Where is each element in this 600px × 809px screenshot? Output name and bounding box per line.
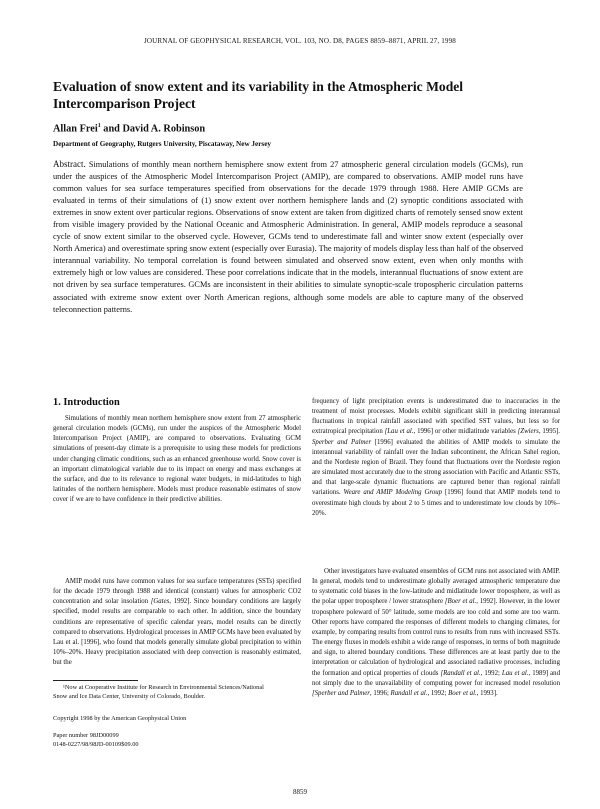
text-run: frequency of light precipitation events is underestimated due to inaccuracies in the treatment of moist processes. Models exhibit significant skill in predicting interannual fluctuations in tropical rainfall associated with specified SST values, but less so for extratropical precipitation (312, 398, 560, 436)
citation: [Gates (150, 598, 170, 606)
text-run: , 1992; (427, 689, 449, 697)
journal-header: JOURNAL OF GEOPHYSICAL RESEARCH, VOL. 103, NO. D8, PAGES 8859–8871, APRIL 27, 1998 (143, 37, 457, 45)
citation: Lau et al. (501, 669, 529, 677)
abstract (53, 158, 523, 316)
citation: Weare and AMIP Modeling Group (343, 489, 443, 497)
text-run: , 1989] and not simply due to the unavailability of computing power for increased model resolution (312, 669, 560, 687)
citation: Boer et al. (448, 689, 477, 697)
right-paragraph-1 (312, 397, 560, 519)
right-paragraph-2 (312, 567, 560, 699)
citation: [Lau et al. (384, 428, 414, 436)
affiliation: Department of Geography, Rutgers University, Piscataway, New Jersey (53, 140, 271, 148)
paper-number: Paper number 98JD00099 (53, 732, 119, 739)
intro-paragraph-1: Simulations of monthly mean northern hemisphere snow extent from 27 atmospheric general circulation models (GCMs), run under the auspices of the Atmospheric Model Intercomparison Project (AMIP), are compared to observations. Evaluating GCM simulations of present-day climate is a prerequisite to using these models for predictions under changing climatic conditions, such as an enhanced greenhouse world. Snow cover is an important climatological variable due to its impact on energy and mass exchanges at the surface, and due to its relevance to regional water budgets, in mid-latitudes to high latitudes of the northern hemisphere. Models must produce reasonable estimates of snow cover if we are to have confidence in their predictive abilities. (53, 415, 301, 504)
text-run: , 1996] or other midlatitude variables (413, 428, 518, 436)
text-run: , 1993]. (476, 689, 498, 697)
text-run: , 1992]. Since boundary conditions are largely specified, model results are comparable to each other. In addition, since the boundary conditions are representative of specific calendar years, model results can be directly compared to observations. Hydrological processes in AMIP GCMs have been evaluated by Lau et al. [1996], who found that models generally simulate global precipitation to within 10%–20%. Heavy precipitation associated with deep convection is reasonably estimated, but the (53, 598, 301, 667)
text-run: , 1995]. (538, 428, 560, 436)
text-run: , 1996; (369, 689, 391, 697)
footnote: ¹Now at Cooperative Institute for Research in Environmental Sciences/National Snow and Ice Data Center, University of Colorado, Boulder. (53, 684, 264, 700)
text-run: [1996] found that AMIP models tend to overestimate high clouds by about 2 to 5 times and to underestimate low clouds by 10%–20%. (312, 489, 560, 517)
paper-code: 0148-0227/98/98JD-00109$09.00 (53, 741, 139, 748)
footnote-rule (53, 680, 138, 681)
text-run: , 1992; (480, 669, 502, 677)
citation: Sperber and Palmer (312, 438, 372, 446)
text-run: [1996] evaluated the abilities of AMIP models to simulate the interannual variability of rainfall over the Indian subcontinent, the African Sahel region, and the Nordeste region of Brazil. They found that fluctuations over the Nordeste region are simulated most accurately due to the strong association with Pacific and Atlantic SSTs, and that large-scale dynamic fluctuations are captured better than regional rainfall variations. (312, 438, 561, 497)
text-run: , 1992]. However, in the lower troposphere poleward of 50° latitude, some models are too cold and some are too warm. Other reports have compared the responses of different models to changing climates, for example, by comparing results from control runs to results from runs with increased SSTs. The energy fluxes in models exhibit a wide range of responses, in terms of both magnitude and sign, to altered boundary conditions. These differences are at least partly due to the interpretation or calculation of hydrological and associated radiative processes, including the formation and optical properties of clouds (312, 598, 560, 677)
citation: [Randall et al. (440, 669, 481, 677)
paper-title: Evaluation of snow extent and its variability in the Atmospheric Model Intercomparison Project (53, 79, 464, 111)
intro-paragraph-2 (53, 577, 301, 668)
text-run: Other investigators have evaluated ensembles of GCM runs not associated with AMIP. In general, models tend to underestimate globally averaged atmospheric temperature due to systematic cold biases in the low-latitude and midlatitude lower troposphere, as well as the polar upper troposphere / lower stratosphere (312, 568, 560, 606)
page-number: 8859 (293, 788, 307, 796)
abstract-text: Simulations of monthly mean northern hemisphere snow extent from 27 atmospheric general circulation models (GCMs), run under the auspices of the Atmospheric Model Intercomparison Project (AMIP), are compared to observations. AMIP model runs have common values for sea surface temperatures specified from observations for the decade 1979 through 1988. Here AMIP GCMs are evaluated in terms of their simulations of (1) snow extent over northern hemisphere lands and (2) synoptic conditions associated with extremes in snow extent over particular regions. Observations of snow extent are taken from digitized charts of remotely sensed snow extent from visible imagery provided by the National Oceanic and Atmospheric Administration. In general, AMIP models reproduce a seasonal cycle of snow extent similar to the observed cycle. However, GCMs tend to underestimate fall and winter snow extent (especially over North America) and overestimate spring snow extent (especially over Eurasia). The majority of models display less than half of the observed interannual variability. No temporal correlation is found between simulated and observed snow extent, even when only months with extremely high or low values are considered. These poor correlations indicate that in the models, interannual fluctuations of snow extent are not driven by sea surface temperatures. GCMs are inconsistent in their abilities to simulate synoptic-scale tropospheric circulation patterns associated with extreme snow extent over North American regions, although some models are able to capture many of the observed teleconnection patterns. (53, 160, 523, 314)
section-heading-introduction: 1. Introduction (53, 397, 120, 408)
author-1: Allan Frei (53, 123, 98, 135)
citation: Randall et al. (390, 689, 428, 697)
copyright: Copyright 1998 by the American Geophysical Union (53, 715, 187, 722)
citation: [Boer et al. (444, 598, 477, 606)
citation: [Zwiers (517, 428, 539, 436)
author-footnote-mark: 1 (97, 123, 101, 129)
abstract-label: Abstract. (53, 159, 86, 169)
authors (53, 123, 205, 134)
text-run: AMIP model runs have common values for sea surface temperatures (SSTs) specified for the decade 1979 through 1988 and identical (constant) values for atmospheric CO2 concentration and solar insolation (53, 578, 301, 606)
citation: [Sperber and Palmer (312, 689, 370, 697)
author-2: and David A. Robinson (100, 123, 206, 135)
